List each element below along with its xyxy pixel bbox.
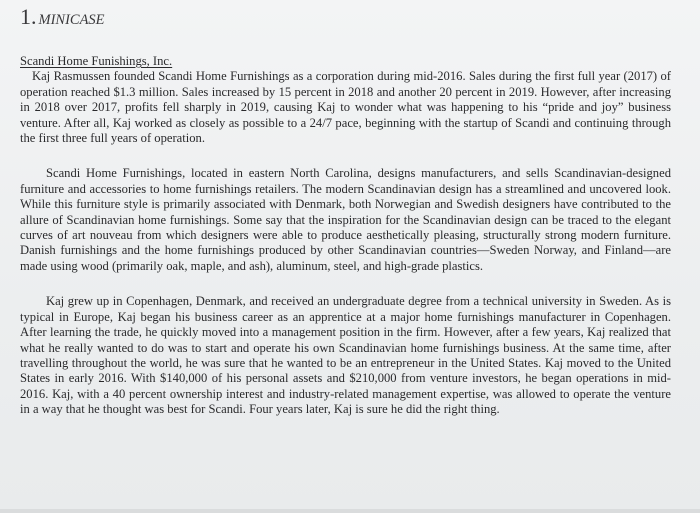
paragraph-2: Scandi Home Furnishings, located in eastern North Carolina, designs manufacturers, and sells Scandinavian-designed furniture and accessories to home furnishings retailers. The modern Scandinavian design has a streamlined and uncovered look. While this furniture style is primarily associated with Denmark, both Norwegian and Swedish designers have contributed to the allure of Scandinavian home furnishings. Some say that the inspiration for the Scandinavian design can be traced to the elegant curves of art nouveau from which designers were able to produce aesthetically pleasing, structurally strong modern furniture. Danish furnishings and the home furnishings produced by other Scandinavian countries—Sweden Norway, and Finland—are made using wood (primarily oak, maple, and ash), aluminum, steel, and high-grade plastics. (20, 166, 671, 273)
case-title: Scandi Home Funishings, Inc. (20, 54, 173, 68)
paragraph-3: Kaj grew up in Copenhagen, Denmark, and received an undergraduate degree from a technical university in Sweden. As is typical in Europe, Kaj began his business career as an apprentice at a major home furnishings manufacturer in Copenhagen. After learning the trade, he quickly moved into a management position in the firm. However, after a few years, Kaj realized that what he really wanted to do was to start and operate his own Scandinavian home furnishings business. At the same time, after travelling throughout the world, he was sure that he wanted to be an entrepreneur in the United States. Kaj moved to the United States in early 2016. With $140,000 of his personal assets and $210,000 from venture investors, he began operations in mid-2016. Kaj, with a 40 percent ownership interest and industry-related management expertise, was allowed to operate the venture in a way that he thought was best for Scandi. Four years later, Kaj is sure he did the right thing. (20, 294, 671, 417)
case-body (20, 54, 671, 418)
page-bottom-edge (0, 509, 700, 513)
minicase-header (20, 4, 105, 30)
paragraph-1: Kaj Rasmussen founded Scandi Home Furnishings as a corporation during mid-2016. Sales during the first full year (2017) of operation reached $1.3 million. Sales increased by 15 percent in 2018 and another 20 percent in 2019. However, after increasing in 2018 over 2017, profits fell sharply in 2019, causing Kaj to wonder what was happening to his “pride and joy” business venture. After all, Kaj worked as closely as possible to a 24/7 pace, beginning with the startup of Scandi and continuing through the first three full years of operation. (20, 69, 671, 146)
problem-number: 1. (20, 4, 37, 29)
minicase-label: MINICASE (38, 12, 105, 28)
